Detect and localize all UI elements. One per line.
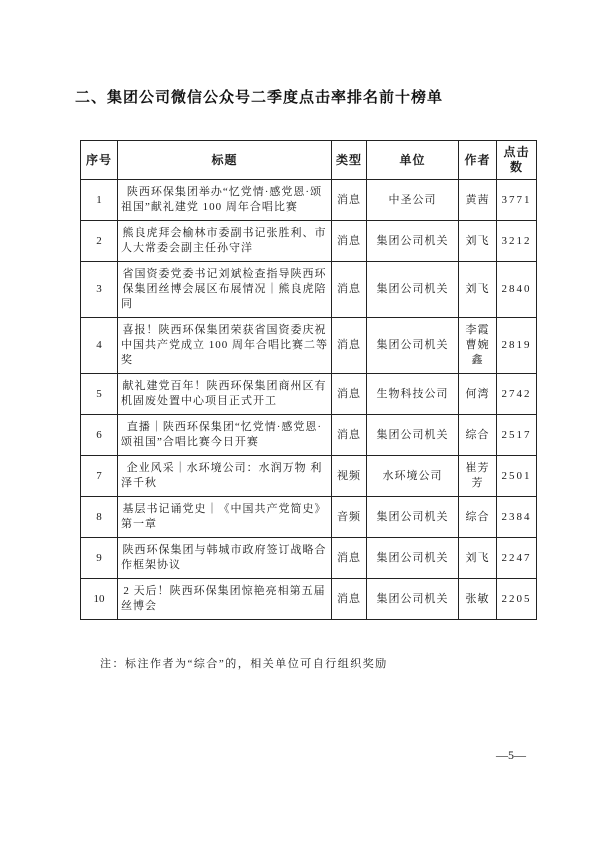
table-row	[81, 579, 537, 620]
cell-author: 张敏	[459, 579, 497, 620]
click-ranking-table	[80, 140, 537, 620]
table-row	[81, 497, 537, 538]
page-number: —5—	[496, 748, 526, 762]
cell-rank-number: 5	[81, 374, 118, 415]
cell-author: 崔芳芳	[459, 456, 497, 497]
table-row	[81, 180, 537, 221]
cell-author: 综合	[459, 415, 497, 456]
cell-rank-number: 9	[81, 538, 118, 579]
cell-type: 消息	[332, 538, 367, 579]
table-row	[81, 262, 537, 318]
cell-unit: 生物科技公司	[367, 374, 459, 415]
cell-title: 陕西环保集团与韩城市政府签订战略合作框架协议	[118, 538, 332, 579]
cell-title: 省国资委党委书记刘斌检查指导陕西环保集团丝博会展区布展情况｜熊良虎陪同	[118, 262, 332, 318]
cell-title: 献礼建党百年！陕西环保集团商州区有机固废处置中心项目正式开工	[118, 374, 332, 415]
cell-type: 消息	[332, 221, 367, 262]
cell-author: 李霞 曹婉鑫	[459, 318, 497, 374]
cell-click-count: 2247	[497, 538, 537, 579]
cell-unit: 集团公司机关	[367, 262, 459, 318]
cell-type: 消息	[332, 579, 367, 620]
cell-author: 综合	[459, 497, 497, 538]
cell-title: 企业风采｜水环境公司：水润万物 利泽千秋	[118, 456, 332, 497]
table-row	[81, 318, 537, 374]
cell-title: 熊良虎拜会榆林市委副书记张胜利、市人大常委会副主任孙守洋	[118, 221, 332, 262]
cell-author: 黄茜	[459, 180, 497, 221]
cell-click-count: 2501	[497, 456, 537, 497]
col-header-title: 标题	[118, 141, 332, 180]
table-row	[81, 456, 537, 497]
table-row	[81, 374, 537, 415]
cell-click-count: 2384	[497, 497, 537, 538]
cell-title: 喜报！陕西环保集团荣获省国资委庆祝中国共产党成立 100 周年合唱比赛二等奖	[118, 318, 332, 374]
col-header-no: 序号	[81, 141, 118, 180]
cell-title: 基层书记诵党史｜《中国共产党简史》第一章	[118, 497, 332, 538]
table-row	[81, 415, 537, 456]
col-header-type: 类型	[332, 141, 367, 180]
cell-click-count: 3212	[497, 221, 537, 262]
cell-type: 视频	[332, 456, 367, 497]
cell-click-count: 2742	[497, 374, 537, 415]
cell-click-count: 3771	[497, 180, 537, 221]
cell-type: 消息	[332, 180, 367, 221]
cell-rank-number: 3	[81, 262, 118, 318]
cell-click-count: 2517	[497, 415, 537, 456]
cell-author: 刘飞	[459, 262, 497, 318]
cell-rank-number: 8	[81, 497, 118, 538]
cell-title: 直播｜陕西环保集团“忆党情·感党恩·颂祖国”合唱比赛今日开赛	[118, 415, 332, 456]
table-row	[81, 538, 537, 579]
cell-rank-number: 4	[81, 318, 118, 374]
cell-author: 刘飞	[459, 221, 497, 262]
table-row	[81, 221, 537, 262]
cell-unit: 水环境公司	[367, 456, 459, 497]
col-header-clicks: 点击数	[497, 141, 537, 180]
cell-rank-number: 6	[81, 415, 118, 456]
col-header-author: 作者	[459, 141, 497, 180]
cell-rank-number: 7	[81, 456, 118, 497]
col-header-unit: 单位	[367, 141, 459, 180]
cell-click-count: 2205	[497, 579, 537, 620]
cell-rank-number: 1	[81, 180, 118, 221]
cell-unit: 集团公司机关	[367, 318, 459, 374]
cell-click-count: 2819	[497, 318, 537, 374]
cell-author: 何湾	[459, 374, 497, 415]
table-body	[81, 180, 537, 620]
table-header-row	[81, 141, 537, 180]
cell-type: 消息	[332, 318, 367, 374]
cell-title: 2 天后！陕西环保集团惊艳亮相第五届丝博会	[118, 579, 332, 620]
cell-unit: 集团公司机关	[367, 415, 459, 456]
cell-type: 消息	[332, 374, 367, 415]
section-heading: 二、集团公司微信公众号二季度点击率排名前十榜单	[75, 89, 444, 106]
footnote: 注：标注作者为“综合”的，相关单位可自行组织奖励	[100, 658, 388, 670]
cell-rank-number: 2	[81, 221, 118, 262]
cell-unit: 集团公司机关	[367, 538, 459, 579]
cell-unit: 集团公司机关	[367, 579, 459, 620]
cell-type: 消息	[332, 415, 367, 456]
cell-title: 陕西环保集团举办“忆党情·感党恩·颂祖国”献礼建党 100 周年合唱比赛	[118, 180, 332, 221]
cell-type: 消息	[332, 262, 367, 318]
cell-rank-number: 10	[81, 579, 118, 620]
cell-type: 音频	[332, 497, 367, 538]
cell-click-count: 2840	[497, 262, 537, 318]
cell-unit: 集团公司机关	[367, 221, 459, 262]
cell-author: 刘飞	[459, 538, 497, 579]
cell-unit: 集团公司机关	[367, 497, 459, 538]
cell-unit: 中圣公司	[367, 180, 459, 221]
